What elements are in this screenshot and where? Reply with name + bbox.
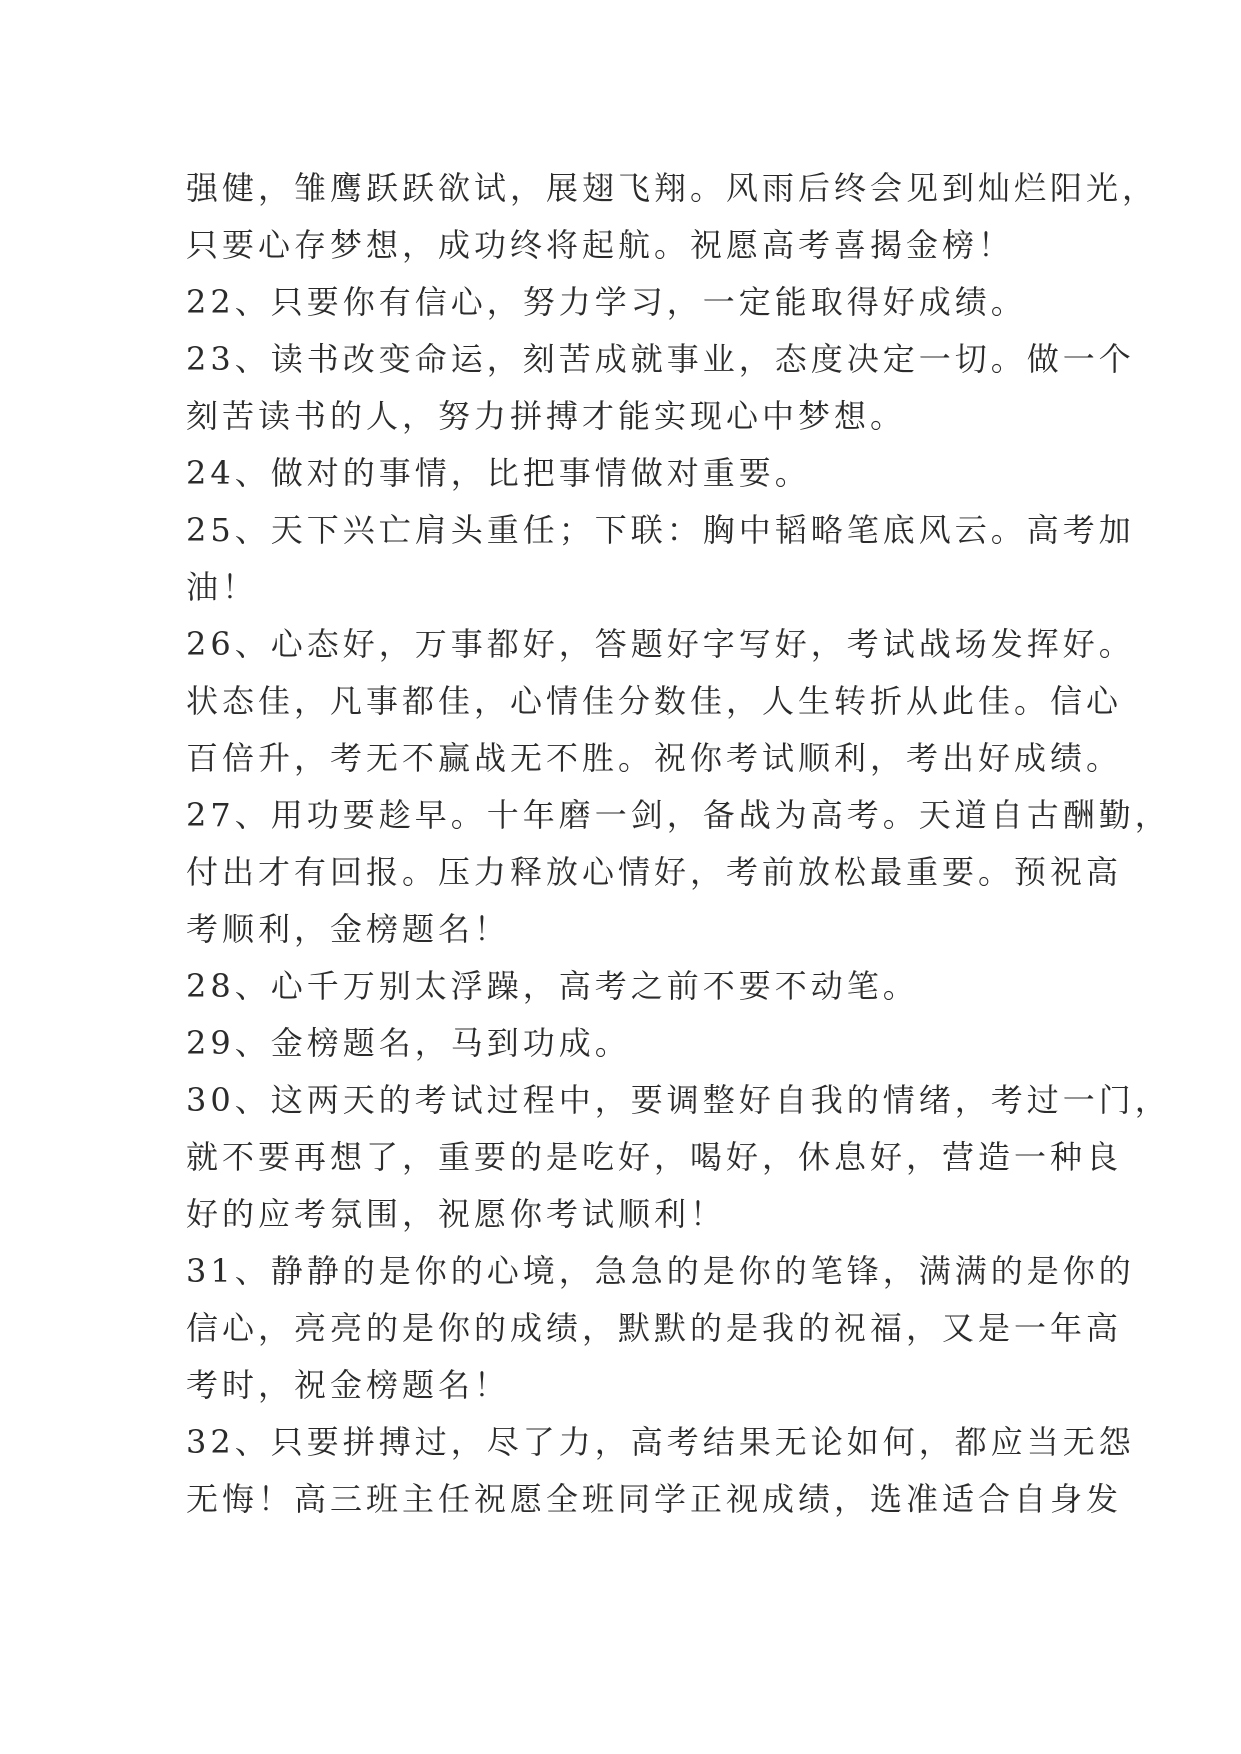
text-line: 31、静静的是你的心境，急急的是你的笔锋，满满的是你的 [186, 1252, 1135, 1290]
text-line: 状态佳，凡事都佳，心情佳分数佳，人生转折从此佳。信心 [186, 682, 1123, 720]
text-line: 强健，雏鹰跃跃欲试，展翅飞翔。风雨后终会见到灿烂阳光， [186, 169, 1159, 207]
text-line: 就不要再想了，重要的是吃好，喝好，休息好，营造一种良 [186, 1138, 1123, 1176]
text-line: 22、只要你有信心，努力学习，一定能取得好成绩。 [186, 283, 1027, 321]
text-line: 油！ [186, 568, 259, 606]
text-line: 只要心存梦想，成功终将起航。祝愿高考喜揭金榜！ [186, 226, 1015, 264]
text-line: 24、做对的事情，比把事情做对重要。 [186, 454, 811, 492]
text-line: 信心，亮亮的是你的成绩，默默的是我的祝福，又是一年高 [186, 1309, 1123, 1347]
text-line: 32、只要拼搏过，尽了力，高考结果无论如何，都应当无怨 [186, 1423, 1135, 1461]
text-line: 无悔！高三班主任祝愿全班同学正视成绩，选准适合自身发 [186, 1480, 1123, 1518]
text-line: 考顺利，金榜题名！ [186, 910, 511, 948]
text-line: 刻苦读书的人，努力拼搏才能实现心中梦想。 [186, 397, 907, 435]
text-line: 28、心千万别太浮躁，高考之前不要不动笔。 [186, 967, 919, 1005]
text-line: 30、这两天的考试过程中，要调整好自我的情绪，考过一门， [186, 1081, 1171, 1119]
text-line: 29、金榜题名，马到功成。 [186, 1024, 631, 1062]
text-line: 23、读书改变命运，刻苦成就事业，态度决定一切。做一个 [186, 340, 1135, 378]
text-line: 考时，祝金榜题名！ [186, 1366, 511, 1404]
text-line: 好的应考氛围，祝愿你考试顺利！ [186, 1195, 727, 1233]
text-line: 付出才有回报。压力释放心情好，考前放松最重要。预祝高 [186, 853, 1123, 891]
text-line: 25、天下兴亡肩头重任；下联：胸中韬略笔底风云。高考加 [186, 511, 1135, 549]
text-line: 27、用功要趁早。十年磨一剑，备战为高考。天道自古酬勤， [186, 796, 1171, 834]
document-body [186, 160, 1171, 1528]
text-line: 百倍升，考无不赢战无不胜。祝你考试顺利，考出好成绩。 [186, 739, 1123, 777]
text-line: 26、心态好，万事都好，答题好字写好，考试战场发挥好。 [186, 625, 1135, 663]
